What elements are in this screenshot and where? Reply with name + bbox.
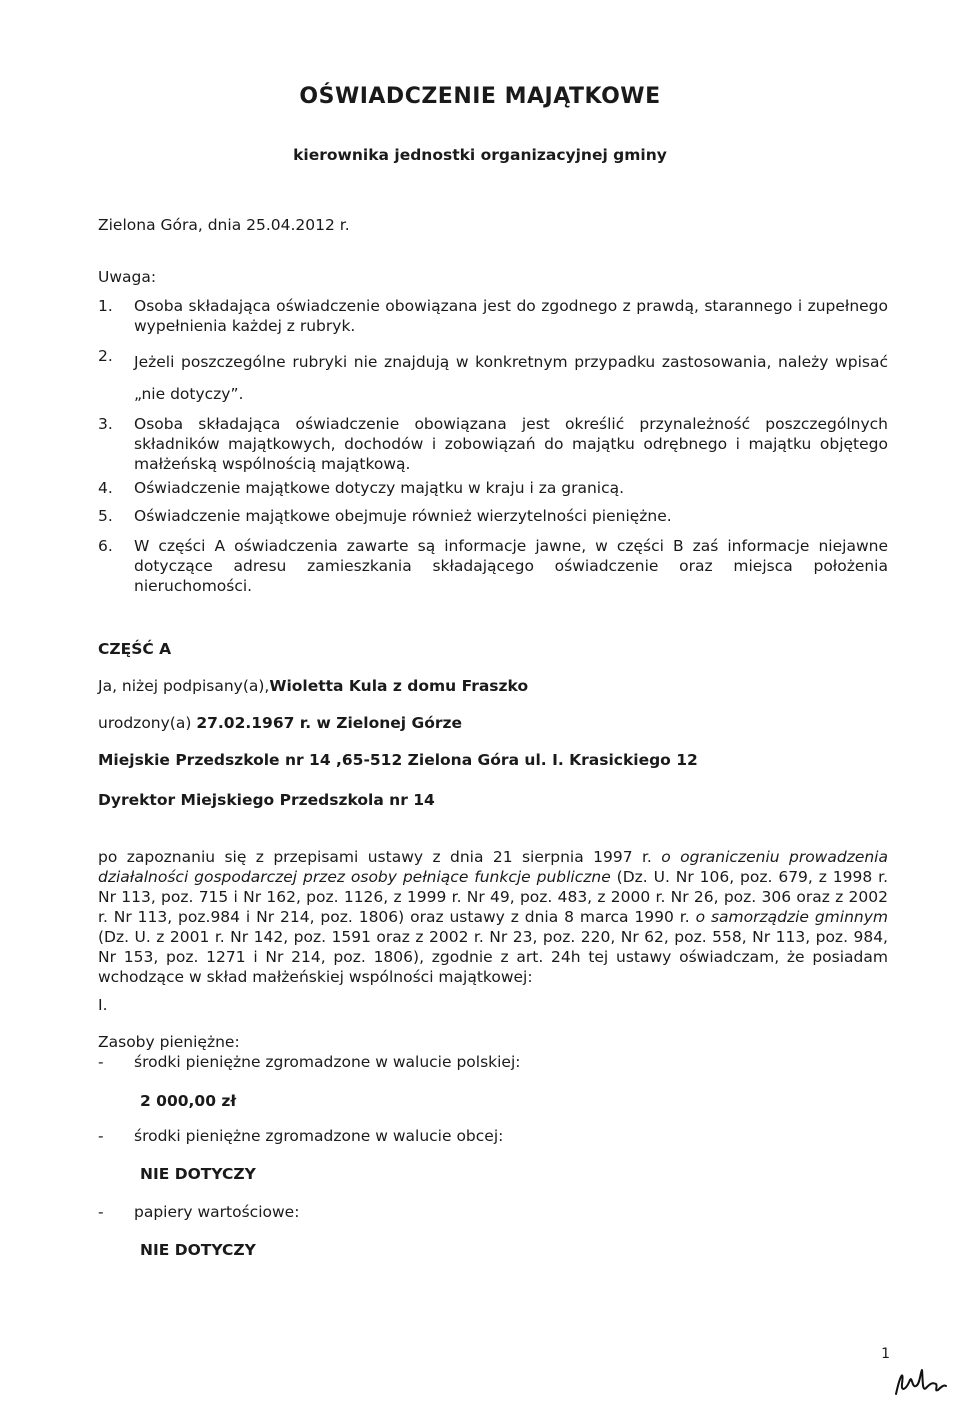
note-text: Oświadczenie majątkowe dotyczy majątku w kraju i za granicą. [134,479,625,497]
bullet-dash: - [98,1203,104,1221]
asset-value: NIE DOTYCZY [140,1241,256,1259]
note-item [98,346,888,410]
asset-item [98,1127,503,1145]
note-number: 4. [98,479,113,497]
note-number: 3. [98,415,113,433]
note-text: Osoba składająca oświadczenie obowiązana jest do zgodnego z prawdą, starannego i zupełnego wypełnienia każdej z rubryk. [134,297,888,335]
document-subtitle: kierownika jednostki organizacyjnej gminy [293,146,667,164]
section-roman-number: I. [98,996,108,1014]
document-title: OŚWIADCZENIE MAJĄTKOWE [299,84,661,109]
birth-line [98,714,462,732]
note-number: 6. [98,537,113,555]
declarant-name: Wioletta Kula z domu Fraszko [269,677,529,695]
section-heading-part-a: CZĘŚĆ A [98,640,172,658]
bullet-dash: - [98,1127,104,1145]
note-text: W części A oświadczenia zawarte są informacje jawne, w części B zaś informacje niejawne dotyczące adresu zamieszkania składającego oświadczenie oraz miejsca położenia nieruchomości. [134,537,888,595]
legal-text: po zapoznaniu się z przepisami ustawy z dnia 21 sierpnia 1997 r. [98,848,662,866]
note-number: 2. [98,347,113,365]
assets-label: Zasoby pieniężne: [98,1033,240,1051]
note-item [98,478,888,498]
bullet-dash: - [98,1053,104,1071]
legal-act-title: o samorządzie gminnym [695,908,888,926]
note-number: 5. [98,507,113,525]
birth-details: 27.02.1967 r. w Zielonej Górze [196,714,463,732]
name-prefix: Ja, niżej podpisany(a), [98,677,270,695]
asset-label: środki pieniężne zgromadzone w walucie polskiej: [134,1053,521,1071]
note-item [98,414,888,474]
asset-value: NIE DOTYCZY [140,1165,256,1183]
legal-text: (Dz. U. z 2001 r. Nr 142, poz. 1591 oraz z 2002 r. Nr 23, poz. 220, Nr 62, poz. 558, Nr 113, poz. 984, Nr 153, poz. 1271 i Nr 214, poz. 1806), zgodnie z art. 24h tej ustawy oświadczam, że posiadam wchodzące w skład małżeńskiej wspólności majątkowej: [98,928,888,986]
note-item [98,506,888,526]
note-text: Oświadczenie majątkowe obejmuje również wierzytelności pieniężne. [134,507,672,525]
asset-label: środki pieniężne zgromadzone w walucie obcej: [134,1127,504,1145]
page-number: 1 [881,1346,890,1362]
note-text: Jeżeli poszczególne rubryki nie znajdują w konkretnym przypadku zastosowania, należy wpisać „nie dotyczy”. [134,353,888,403]
note-item [98,536,888,596]
workplace: Miejskie Przedszkole nr 14 ,65-512 Zielona Góra ul. I. Krasickiego 12 [98,751,698,769]
born-prefix: urodzony(a) [98,714,192,732]
legal-statement [98,847,888,987]
asset-value: 2 000,00 zł [140,1092,237,1110]
asset-item [98,1053,521,1071]
legal-text: (Dz. U. Nr 106, poz. 679, z 1998 r. Nr 113, poz. 715 i Nr 162, poz. 1126, z 1999 r. Nr 49, poz. 483, z 2000 r. Nr 26, poz. 306 oraz z 2002 r. Nr 113, poz.984 i Nr 214, poz. 1806) oraz ustawy z dnia 8 marca 1990 r. [98,868,889,926]
note-item [98,296,888,336]
asset-item [98,1203,299,1221]
legal-act-title: o ograniczeniu prowadzenia działalności gospodarczej przez osoby pełniące funkcje publiczne [98,848,888,886]
asset-label: papiery wartościowe: [134,1203,300,1221]
declarant-name-line [98,677,528,695]
position-title: Dyrektor Miejskiego Przedszkola nr 14 [98,791,435,809]
note-text: Osoba składająca oświadczenie obowiązana jest określić przynależność poszczególnych składników majątkowych, dochodów i zobowiązań do majątku odrębnego i majątku objętego małżeńską wspólnością majątkową. [134,415,888,473]
place-date: Zielona Góra, dnia 25.04.2012 r. [98,216,350,234]
note-number: 1. [98,297,113,315]
signature-icon [892,1366,948,1398]
notes-label: Uwaga: [98,268,157,286]
